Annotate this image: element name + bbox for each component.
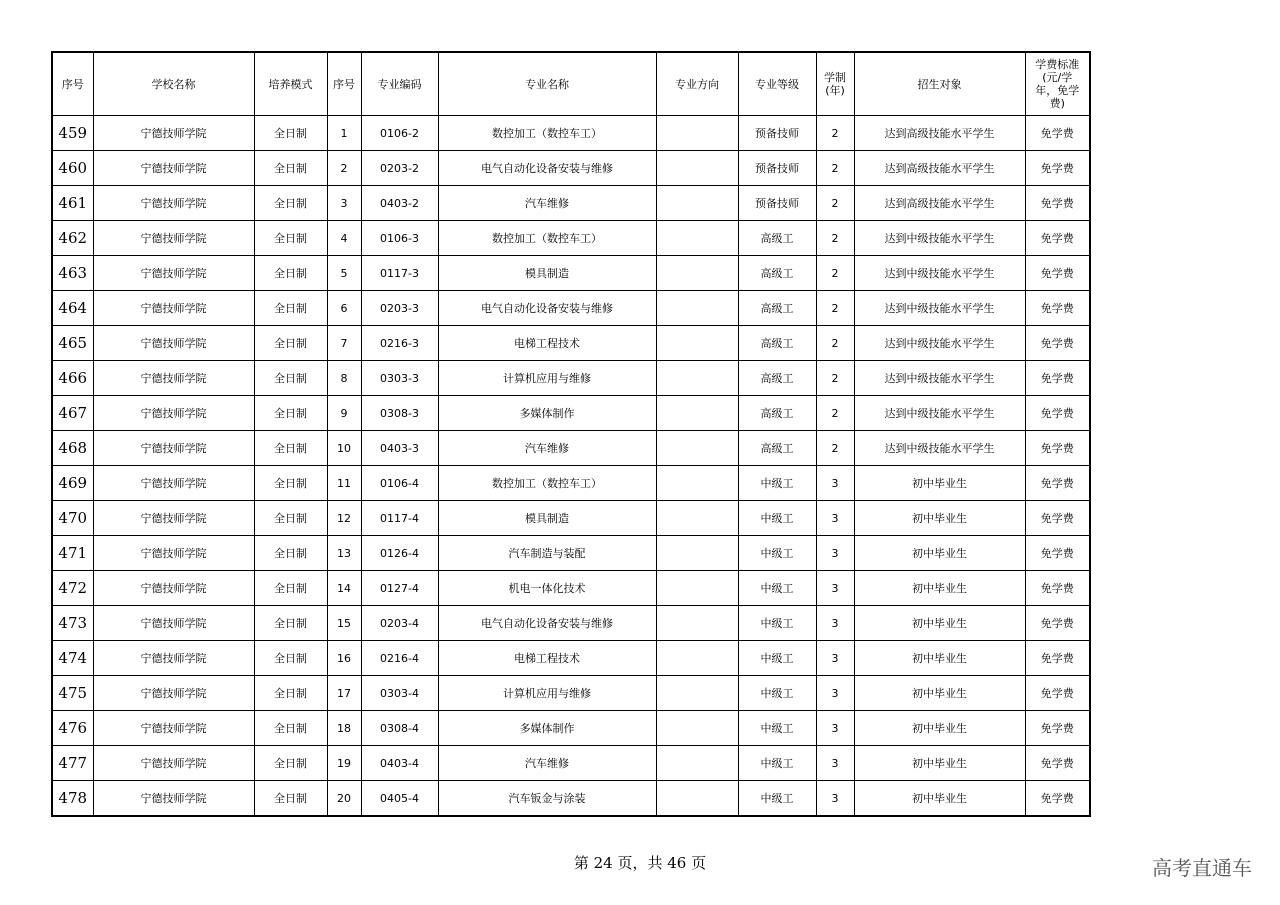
- table-row: [52, 501, 1090, 536]
- major-direction-cell: [656, 396, 738, 431]
- duration-years-cell: 2: [816, 326, 854, 361]
- row-seq-cell: 20: [327, 781, 361, 817]
- duration-years-cell: 3: [816, 466, 854, 501]
- tuition-fee-cell: 免学费: [1025, 571, 1090, 606]
- enrollment-target-cell: 初中毕业生: [854, 711, 1025, 746]
- table-row: [52, 151, 1090, 186]
- row-seq-cell: 13: [327, 536, 361, 571]
- major-level-cell: 中级工: [738, 501, 816, 536]
- tuition-fee-cell: 免学费: [1025, 291, 1090, 326]
- major-level-cell: 预备技师: [738, 186, 816, 221]
- school-name-cell: 宁德技师学院: [93, 536, 254, 571]
- enrollment-target-cell: 达到中级技能水平学生: [854, 361, 1025, 396]
- tuition-fee-cell: 免学费: [1025, 396, 1090, 431]
- header-row: [52, 52, 1090, 116]
- row-index-cell: 464: [52, 291, 93, 326]
- major-name-cell: 多媒体制作: [438, 711, 656, 746]
- header-direction: 专业方向: [656, 52, 738, 116]
- duration-years-cell: 3: [816, 606, 854, 641]
- training-mode-cell: 全日制: [254, 676, 327, 711]
- major-direction-cell: [656, 676, 738, 711]
- table-row: [52, 256, 1090, 291]
- tuition-fee-cell: 免学费: [1025, 536, 1090, 571]
- major-direction-cell: [656, 291, 738, 326]
- row-index-cell: 476: [52, 711, 93, 746]
- row-seq-cell: 18: [327, 711, 361, 746]
- row-seq-cell: 10: [327, 431, 361, 466]
- major-code-cell: 0405-4: [361, 781, 438, 817]
- row-seq-cell: 5: [327, 256, 361, 291]
- row-seq-cell: 6: [327, 291, 361, 326]
- row-index-cell: 477: [52, 746, 93, 781]
- header-seq2: 序号: [327, 52, 361, 116]
- major-name-cell: 模具制造: [438, 501, 656, 536]
- major-direction-cell: [656, 781, 738, 817]
- table-row: [52, 781, 1090, 817]
- enrollment-target-cell: 初中毕业生: [854, 501, 1025, 536]
- training-mode-cell: 全日制: [254, 781, 327, 817]
- school-name-cell: 宁德技师学院: [93, 431, 254, 466]
- header-school: 学校名称: [93, 52, 254, 116]
- row-index-cell: 467: [52, 396, 93, 431]
- major-name-cell: 电气自动化设备安装与维修: [438, 606, 656, 641]
- row-index-cell: 475: [52, 676, 93, 711]
- major-code-cell: 0303-4: [361, 676, 438, 711]
- table-row: [52, 431, 1090, 466]
- duration-years-cell: 2: [816, 221, 854, 256]
- major-direction-cell: [656, 256, 738, 291]
- tuition-fee-cell: 免学费: [1025, 221, 1090, 256]
- tuition-fee-cell: 免学费: [1025, 711, 1090, 746]
- major-direction-cell: [656, 186, 738, 221]
- school-name-cell: 宁德技师学院: [93, 571, 254, 606]
- enrollment-target-cell: 初中毕业生: [854, 676, 1025, 711]
- enrollment-target-cell: 初中毕业生: [854, 571, 1025, 606]
- major-name-cell: 计算机应用与维修: [438, 676, 656, 711]
- training-mode-cell: 全日制: [254, 256, 327, 291]
- table-row: [52, 221, 1090, 256]
- row-index-cell: 474: [52, 641, 93, 676]
- tuition-fee-cell: 免学费: [1025, 641, 1090, 676]
- duration-years-cell: 3: [816, 501, 854, 536]
- duration-years-cell: 2: [816, 361, 854, 396]
- training-mode-cell: 全日制: [254, 186, 327, 221]
- major-code-cell: 0106-4: [361, 466, 438, 501]
- enrollment-target-cell: 达到中级技能水平学生: [854, 431, 1025, 466]
- training-mode-cell: 全日制: [254, 116, 327, 151]
- row-index-cell: 461: [52, 186, 93, 221]
- training-mode-cell: 全日制: [254, 571, 327, 606]
- major-level-cell: 高级工: [738, 256, 816, 291]
- training-mode-cell: 全日制: [254, 466, 327, 501]
- major-code-cell: 0127-4: [361, 571, 438, 606]
- training-mode-cell: 全日制: [254, 641, 327, 676]
- header-code: 专业编码: [361, 52, 438, 116]
- tuition-fee-cell: 免学费: [1025, 431, 1090, 466]
- training-mode-cell: 全日制: [254, 606, 327, 641]
- row-index-cell: 459: [52, 116, 93, 151]
- enrollment-target-cell: 初中毕业生: [854, 466, 1025, 501]
- duration-years-cell: 2: [816, 396, 854, 431]
- page-number: 第 24 页，共 46 页: [573, 854, 707, 872]
- school-name-cell: 宁德技师学院: [93, 501, 254, 536]
- watermark: 高考直通车: [1152, 856, 1252, 880]
- school-name-cell: 宁德技师学院: [93, 361, 254, 396]
- major-level-cell: 中级工: [738, 536, 816, 571]
- table-row: [52, 396, 1090, 431]
- enrollment-target-cell: 初中毕业生: [854, 781, 1025, 817]
- major-code-cell: 0203-3: [361, 291, 438, 326]
- duration-years-cell: 3: [816, 746, 854, 781]
- row-seq-cell: 19: [327, 746, 361, 781]
- header-years: 学制 (年): [816, 52, 854, 116]
- school-name-cell: 宁德技师学院: [93, 396, 254, 431]
- major-level-cell: 高级工: [738, 221, 816, 256]
- training-mode-cell: 全日制: [254, 291, 327, 326]
- major-name-cell: 机电一体化技术: [438, 571, 656, 606]
- major-name-cell: 数控加工（数控车工）: [438, 466, 656, 501]
- major-name-cell: 汽车钣金与涂装: [438, 781, 656, 817]
- major-name-cell: 计算机应用与维修: [438, 361, 656, 396]
- major-code-cell: 0403-4: [361, 746, 438, 781]
- row-seq-cell: 7: [327, 326, 361, 361]
- table-row: [52, 746, 1090, 781]
- major-direction-cell: [656, 536, 738, 571]
- tuition-fee-cell: 免学费: [1025, 361, 1090, 396]
- duration-years-cell: 2: [816, 291, 854, 326]
- table-row: [52, 116, 1090, 151]
- major-level-cell: 中级工: [738, 711, 816, 746]
- header-mode: 培养模式: [254, 52, 327, 116]
- row-index-cell: 478: [52, 781, 93, 817]
- major-name-cell: 数控加工（数控车工）: [438, 116, 656, 151]
- enrollment-target-cell: 初中毕业生: [854, 536, 1025, 571]
- major-level-cell: 高级工: [738, 326, 816, 361]
- major-level-cell: 中级工: [738, 466, 816, 501]
- row-seq-cell: 17: [327, 676, 361, 711]
- training-mode-cell: 全日制: [254, 431, 327, 466]
- school-name-cell: 宁德技师学院: [93, 466, 254, 501]
- training-mode-cell: 全日制: [254, 221, 327, 256]
- enrollment-target-cell: 达到中级技能水平学生: [854, 256, 1025, 291]
- school-name-cell: 宁德技师学院: [93, 781, 254, 817]
- row-seq-cell: 1: [327, 116, 361, 151]
- row-index-cell: 463: [52, 256, 93, 291]
- training-mode-cell: 全日制: [254, 361, 327, 396]
- row-index-cell: 473: [52, 606, 93, 641]
- training-mode-cell: 全日制: [254, 326, 327, 361]
- enrollment-target-cell: 达到中级技能水平学生: [854, 221, 1025, 256]
- major-level-cell: 高级工: [738, 396, 816, 431]
- school-name-cell: 宁德技师学院: [93, 256, 254, 291]
- enrollment-target-cell: 初中毕业生: [854, 746, 1025, 781]
- major-direction-cell: [656, 466, 738, 501]
- school-name-cell: 宁德技师学院: [93, 676, 254, 711]
- tuition-fee-cell: 免学费: [1025, 116, 1090, 151]
- enrollment-target-cell: 达到中级技能水平学生: [854, 396, 1025, 431]
- duration-years-cell: 3: [816, 641, 854, 676]
- major-name-cell: 模具制造: [438, 256, 656, 291]
- row-seq-cell: 3: [327, 186, 361, 221]
- major-direction-cell: [656, 711, 738, 746]
- table-row: [52, 711, 1090, 746]
- school-name-cell: 宁德技师学院: [93, 711, 254, 746]
- major-level-cell: 中级工: [738, 746, 816, 781]
- row-index-cell: 472: [52, 571, 93, 606]
- major-code-cell: 0308-3: [361, 396, 438, 431]
- major-code-cell: 0203-2: [361, 151, 438, 186]
- table-row: [52, 361, 1090, 396]
- training-mode-cell: 全日制: [254, 746, 327, 781]
- duration-years-cell: 3: [816, 536, 854, 571]
- row-seq-cell: 16: [327, 641, 361, 676]
- major-name-cell: 汽车制造与装配: [438, 536, 656, 571]
- duration-years-cell: 2: [816, 256, 854, 291]
- major-level-cell: 预备技师: [738, 116, 816, 151]
- major-direction-cell: [656, 571, 738, 606]
- header-major: 专业名称: [438, 52, 656, 116]
- table-body: [52, 116, 1090, 817]
- duration-years-cell: 3: [816, 676, 854, 711]
- table-row: [52, 536, 1090, 571]
- school-name-cell: 宁德技师学院: [93, 151, 254, 186]
- school-name-cell: 宁德技师学院: [93, 116, 254, 151]
- major-code-cell: 0106-2: [361, 116, 438, 151]
- major-code-cell: 0117-3: [361, 256, 438, 291]
- major-direction-cell: [656, 431, 738, 466]
- table-row: [52, 466, 1090, 501]
- row-index-cell: 471: [52, 536, 93, 571]
- enrollment-target-cell: 达到高级技能水平学生: [854, 151, 1025, 186]
- major-name-cell: 电气自动化设备安装与维修: [438, 291, 656, 326]
- major-name-cell: 汽车维修: [438, 431, 656, 466]
- row-index-cell: 468: [52, 431, 93, 466]
- major-level-cell: 中级工: [738, 641, 816, 676]
- major-name-cell: 电梯工程技术: [438, 641, 656, 676]
- major-level-cell: 中级工: [738, 781, 816, 817]
- header-fee: 学费标准 (元/学 年，免学 费): [1025, 52, 1090, 116]
- major-direction-cell: [656, 501, 738, 536]
- row-seq-cell: 9: [327, 396, 361, 431]
- major-level-cell: 高级工: [738, 431, 816, 466]
- tuition-fee-cell: 免学费: [1025, 326, 1090, 361]
- tuition-fee-cell: 免学费: [1025, 186, 1090, 221]
- duration-years-cell: 3: [816, 781, 854, 817]
- major-code-cell: 0403-2: [361, 186, 438, 221]
- row-index-cell: 470: [52, 501, 93, 536]
- tuition-fee-cell: 免学费: [1025, 501, 1090, 536]
- school-name-cell: 宁德技师学院: [93, 641, 254, 676]
- tuition-fee-cell: 免学费: [1025, 676, 1090, 711]
- enrollment-target-cell: 达到中级技能水平学生: [854, 326, 1025, 361]
- table-row: [52, 641, 1090, 676]
- major-level-cell: 高级工: [738, 361, 816, 396]
- row-index-cell: 465: [52, 326, 93, 361]
- table-row: [52, 676, 1090, 711]
- row-index-cell: 469: [52, 466, 93, 501]
- major-name-cell: 数控加工（数控车工）: [438, 221, 656, 256]
- row-index-cell: 466: [52, 361, 93, 396]
- major-direction-cell: [656, 641, 738, 676]
- duration-years-cell: 2: [816, 116, 854, 151]
- enrollment-target-cell: 达到高级技能水平学生: [854, 186, 1025, 221]
- major-name-cell: 汽车维修: [438, 186, 656, 221]
- major-direction-cell: [656, 746, 738, 781]
- major-direction-cell: [656, 606, 738, 641]
- table-row: [52, 571, 1090, 606]
- enrollment-target-cell: 初中毕业生: [854, 606, 1025, 641]
- major-level-cell: 中级工: [738, 606, 816, 641]
- row-seq-cell: 15: [327, 606, 361, 641]
- major-code-cell: 0126-4: [361, 536, 438, 571]
- tuition-fee-cell: 免学费: [1025, 746, 1090, 781]
- tuition-fee-cell: 免学费: [1025, 606, 1090, 641]
- major-code-cell: 0216-3: [361, 326, 438, 361]
- major-code-cell: 0403-3: [361, 431, 438, 466]
- duration-years-cell: 3: [816, 571, 854, 606]
- major-name-cell: 汽车维修: [438, 746, 656, 781]
- header-target: 招生对象: [854, 52, 1025, 116]
- major-level-cell: 中级工: [738, 571, 816, 606]
- major-code-cell: 0203-4: [361, 606, 438, 641]
- major-direction-cell: [656, 116, 738, 151]
- duration-years-cell: 2: [816, 186, 854, 221]
- major-level-cell: 高级工: [738, 291, 816, 326]
- training-mode-cell: 全日制: [254, 501, 327, 536]
- enrollment-table: [51, 51, 1091, 817]
- school-name-cell: 宁德技师学院: [93, 186, 254, 221]
- major-direction-cell: [656, 326, 738, 361]
- school-name-cell: 宁德技师学院: [93, 606, 254, 641]
- tuition-fee-cell: 免学费: [1025, 466, 1090, 501]
- major-code-cell: 0216-4: [361, 641, 438, 676]
- row-seq-cell: 11: [327, 466, 361, 501]
- major-code-cell: 0117-4: [361, 501, 438, 536]
- major-level-cell: 预备技师: [738, 151, 816, 186]
- row-index-cell: 460: [52, 151, 93, 186]
- training-mode-cell: 全日制: [254, 711, 327, 746]
- school-name-cell: 宁德技师学院: [93, 746, 254, 781]
- row-seq-cell: 8: [327, 361, 361, 396]
- training-mode-cell: 全日制: [254, 396, 327, 431]
- row-seq-cell: 14: [327, 571, 361, 606]
- school-name-cell: 宁德技师学院: [93, 326, 254, 361]
- row-seq-cell: 2: [327, 151, 361, 186]
- duration-years-cell: 2: [816, 431, 854, 466]
- major-code-cell: 0303-3: [361, 361, 438, 396]
- duration-years-cell: 2: [816, 151, 854, 186]
- major-name-cell: 电梯工程技术: [438, 326, 656, 361]
- row-seq-cell: 4: [327, 221, 361, 256]
- tuition-fee-cell: 免学费: [1025, 256, 1090, 291]
- major-name-cell: 电气自动化设备安装与维修: [438, 151, 656, 186]
- major-level-cell: 中级工: [738, 676, 816, 711]
- major-direction-cell: [656, 221, 738, 256]
- training-mode-cell: 全日制: [254, 536, 327, 571]
- school-name-cell: 宁德技师学院: [93, 291, 254, 326]
- major-code-cell: 0308-4: [361, 711, 438, 746]
- row-index-cell: 462: [52, 221, 93, 256]
- row-seq-cell: 12: [327, 501, 361, 536]
- enrollment-target-cell: 达到中级技能水平学生: [854, 291, 1025, 326]
- table-row: [52, 606, 1090, 641]
- table-row: [52, 291, 1090, 326]
- enrollment-target-cell: 达到高级技能水平学生: [854, 116, 1025, 151]
- major-name-cell: 多媒体制作: [438, 396, 656, 431]
- duration-years-cell: 3: [816, 711, 854, 746]
- enrollment-target-cell: 初中毕业生: [854, 641, 1025, 676]
- training-mode-cell: 全日制: [254, 151, 327, 186]
- header-level: 专业等级: [738, 52, 816, 116]
- major-direction-cell: [656, 151, 738, 186]
- tuition-fee-cell: 免学费: [1025, 781, 1090, 817]
- major-direction-cell: [656, 361, 738, 396]
- major-code-cell: 0106-3: [361, 221, 438, 256]
- table-row: [52, 186, 1090, 221]
- header-seq: 序号: [52, 52, 93, 116]
- school-name-cell: 宁德技师学院: [93, 221, 254, 256]
- tuition-fee-cell: 免学费: [1025, 151, 1090, 186]
- table-row: [52, 326, 1090, 361]
